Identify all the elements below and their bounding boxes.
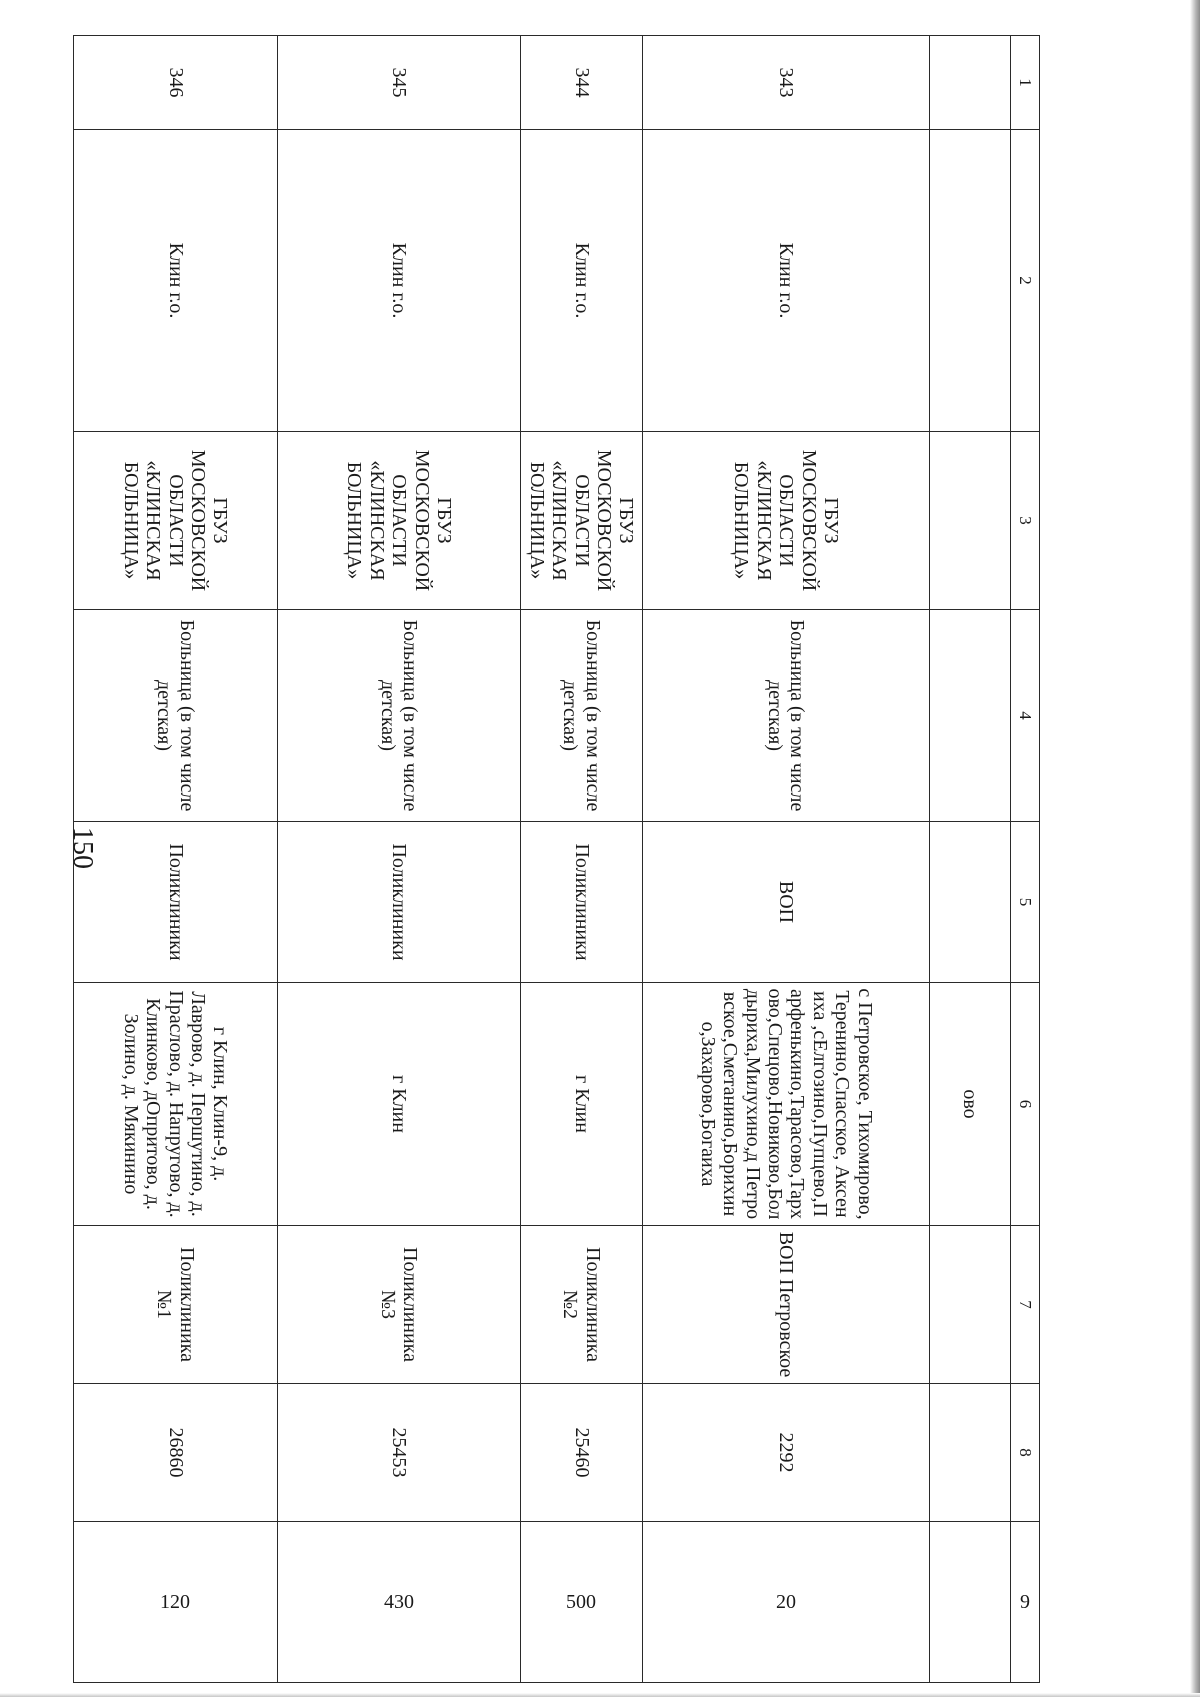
district-cell: Клин г.о. [643,130,930,432]
table-row [278,36,521,1683]
facility-type-cell: Больница (в том числе детская) [643,610,930,822]
table-cell [930,822,1011,983]
organization-cell: ГБУЗ МОСКОВСКОЙ ОБЛАСТИ «КЛИНСКАЯ БОЛЬНИЦА» [521,432,643,610]
column-header: 2 [1011,130,1040,432]
value-cell [278,1522,521,1683]
value-cell [74,1522,278,1683]
rotated-table-wrapper [100,35,1040,1682]
facility-type-cell: Больница (в том числе детская) [521,610,643,822]
table-cell [930,1384,1011,1522]
continuation-text: ово [930,983,1011,1226]
value-cell [521,1522,643,1683]
column-header: 6 [1011,983,1040,1226]
service-area-cell: г Клин [521,983,643,1226]
unit-name-cell: Поликлиника №3 [278,1226,521,1384]
facility-type-cell: Больница (в том числе детская) [278,610,521,822]
table-row [521,36,643,1683]
service-area-cell: с Петровское, Тихомирово, Теренино,Спасское, Аксениха ,сЕлгозино,Пупцево,Парфенькино,Тарасово,Тархово,Спецово,Новиково,Болдыриха,Милухино,д Петровское,Сметанино,Борихино,Захарово,Богаиха [643,983,930,1226]
district-cell: Клин г.о. [521,130,643,432]
unit-type-cell: Поликлиники [74,822,278,983]
table-row [74,36,278,1683]
page-number: 150 [67,827,98,869]
table-cell [930,1522,1011,1683]
value-text: 430 [384,1590,414,1613]
scan-edge-bottom [0,1693,1200,1697]
column-header: 3 [1011,432,1040,610]
population-cell: 26860 [74,1384,278,1522]
row-number: 344 [521,36,643,130]
unit-name-cell: Поликлиника №1 [74,1226,278,1384]
value-cell [643,1522,930,1683]
scan-edge [1190,0,1200,1697]
unit-name-cell: Поликлиника №2 [521,1226,643,1384]
service-area-cell: г Клин, Клин-9, д. Лаврово, д. Першутино, д. Праслово, д. Напругово, д. Клинково, дОпритово, д. Золино, д. Мякинино [74,983,278,1226]
facility-type-cell: Больница (в том числе детская) [74,610,278,822]
table-cell [930,36,1011,130]
row-number: 346 [74,36,278,130]
column-header: 7 [1011,1226,1040,1384]
continuation-row [930,36,1011,1683]
column-header-9-text: 9 [1020,1590,1030,1613]
value-text: 120 [160,1590,191,1613]
district-cell: Клин г.о. [74,130,278,432]
organization-cell: ГБУЗ МОСКОВСКОЙ ОБЛАСТИ «КЛИНСКАЯ БОЛЬНИЦА» [278,432,521,610]
service-area-cell: г Клин [278,983,521,1226]
data-table [73,35,1040,1683]
unit-name-cell: ВОП Петровское [643,1226,930,1384]
row-number: 343 [643,36,930,130]
value-text: 500 [566,1590,597,1613]
organization-cell: ГБУЗ МОСКОВСКОЙ ОБЛАСТИ «КЛИНСКАЯ БОЛЬНИЦА» [643,432,930,610]
row-number: 345 [278,36,521,130]
organization-cell: ГБУЗ МОСКОВСКОЙ ОБЛАСТИ «КЛИНСКАЯ БОЛЬНИЦА» [74,432,278,610]
column-header: 1 [1011,36,1040,130]
table-cell [930,610,1011,822]
table-cell [930,130,1011,432]
table-cell [930,432,1011,610]
column-number-row [1011,36,1040,1683]
district-cell: Клин г.о. [278,130,521,432]
column-header [1011,1522,1040,1683]
unit-type-cell: Поликлиники [521,822,643,983]
population-cell: 25453 [278,1384,521,1522]
unit-type-cell: Поликлиники [278,822,521,983]
column-header: 5 [1011,822,1040,983]
value-text: 20 [776,1590,796,1613]
population-cell: 25460 [521,1384,643,1522]
table-row [643,36,930,1683]
table-cell [930,1226,1011,1384]
column-header: 4 [1011,610,1040,822]
unit-type-cell: ВОП [643,822,930,983]
population-cell: 2292 [643,1384,930,1522]
column-header: 8 [1011,1384,1040,1522]
